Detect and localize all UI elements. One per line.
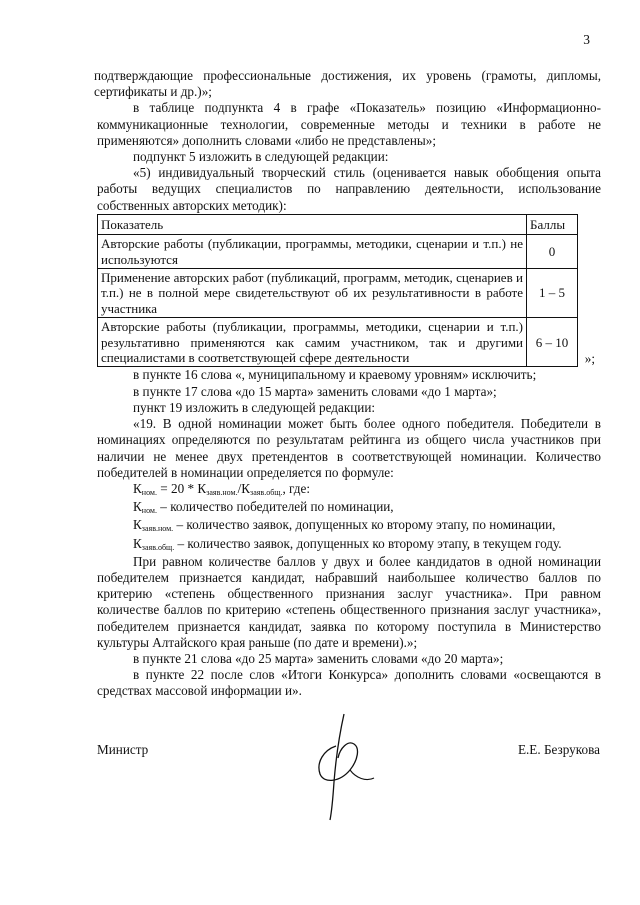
score-cell: 1 – 5	[527, 269, 578, 318]
column-header-indicator: Показатель	[98, 214, 527, 234]
definition-line: $К_{заяв.общ.}$ – количество заявок, допущенных ко второму этапу, в текущем году.	[133, 535, 562, 552]
paragraph: в таблице подпункта 4 в графе «Показатель» позицию «Информационно-коммуникационные технологии, современные методы и техники в работе не применяются» дополнить словами «либо не представлены»;	[97, 100, 601, 148]
paragraph: подтверждающие профессиональные достижения, их уровень (грамоты, дипломы, сертификаты и др.)»;	[94, 68, 601, 100]
table-row	[98, 269, 578, 318]
score-cell: 0	[527, 235, 578, 269]
definition-line: $К_{ном.}$ – количество победителей по номинации,	[133, 499, 394, 516]
paragraph: в пункте 16 слова «, муниципальному и краевому уровням» исключить;	[133, 367, 537, 383]
scores-table	[97, 214, 578, 368]
column-header-score: Баллы	[527, 214, 578, 234]
score-cell: 6 – 10	[527, 318, 578, 367]
table-header-row	[98, 214, 578, 234]
signer-name: Е.Е. Безрукова	[517, 742, 600, 757]
paragraph: в пункте 17 слова «до 15 марта» заменить словами «до 1 марта»;	[133, 383, 497, 399]
definition-line: $К_{заяв.ном.}$ – количество заявок, допущенных ко второму этапу, по номинации,	[133, 517, 556, 534]
table-row	[98, 235, 578, 269]
signature-block	[97, 742, 602, 812]
paragraph: в пункте 22 после слов «Итоги Конкурса» дополнить словами «освещаются в средствах массовой информации и».	[97, 667, 601, 699]
document-body	[94, 68, 601, 700]
page-number: 3	[583, 32, 590, 47]
formula: $К_{ном.} = 20 * К_{заяв.ном.}/К_{заяв.общ.}$, где:	[133, 480, 311, 497]
paragraph: подпункт 5 изложить в следующей редакции:	[133, 149, 389, 165]
paragraph: в пункте 21 слова «до 25 марта» заменить словами «до 20 марта»;	[133, 650, 504, 666]
scores-table-wrap	[97, 214, 601, 368]
indicator-cell: Авторские работы (публикации, программы, методики, сценарии и т.п.) не используются	[98, 235, 527, 269]
paragraph: «19. В одной номинации может быть более одного победителя. Победители в номинациях определяются по результатам рейтинга из общего числа участников при наличии не менее двух претендентов в соответствующей номинации. Количество победителей в номинации определяется по формуле:	[97, 416, 601, 480]
paragraph: пункт 19 изложить в следующей редакции:	[133, 399, 376, 415]
paragraph: При равном количестве баллов у двух и более кандидатов в одной номинации победителем признается кандидат, набравший наибольшее количество баллов по критерию «степень общественного признания заслуг участника». При равном количестве баллов по критерию «степень общественного признания заслуг участника», победителем признается кандидат, заявка по которому поступила в Министерство культуры Алтайского края раньше (по дате и времени).»;	[97, 553, 601, 650]
table-closing-quote: »;	[584, 351, 595, 367]
indicator-cell: Применение авторских работ (публикаций, программ, методик, сценариев и т.п.) не в полной мере свидетельствуют об их результативности в работе участника	[98, 269, 527, 318]
handwritten-signature	[310, 712, 380, 822]
signer-position: Министр	[97, 742, 149, 757]
table-row	[98, 318, 578, 367]
indicator-cell: Авторские работы (публикации, программы, методики, сценарии и т.п.) результативно применяются как самим участником, так и другими специалистами в соответствующей сфере деятельности	[98, 318, 527, 367]
paragraph: «5) индивидуальный творческий стиль (оценивается навык обобщения опыта работы ведущих специалистов по направлению деятельности, использование собственных авторских методик):	[97, 165, 601, 213]
